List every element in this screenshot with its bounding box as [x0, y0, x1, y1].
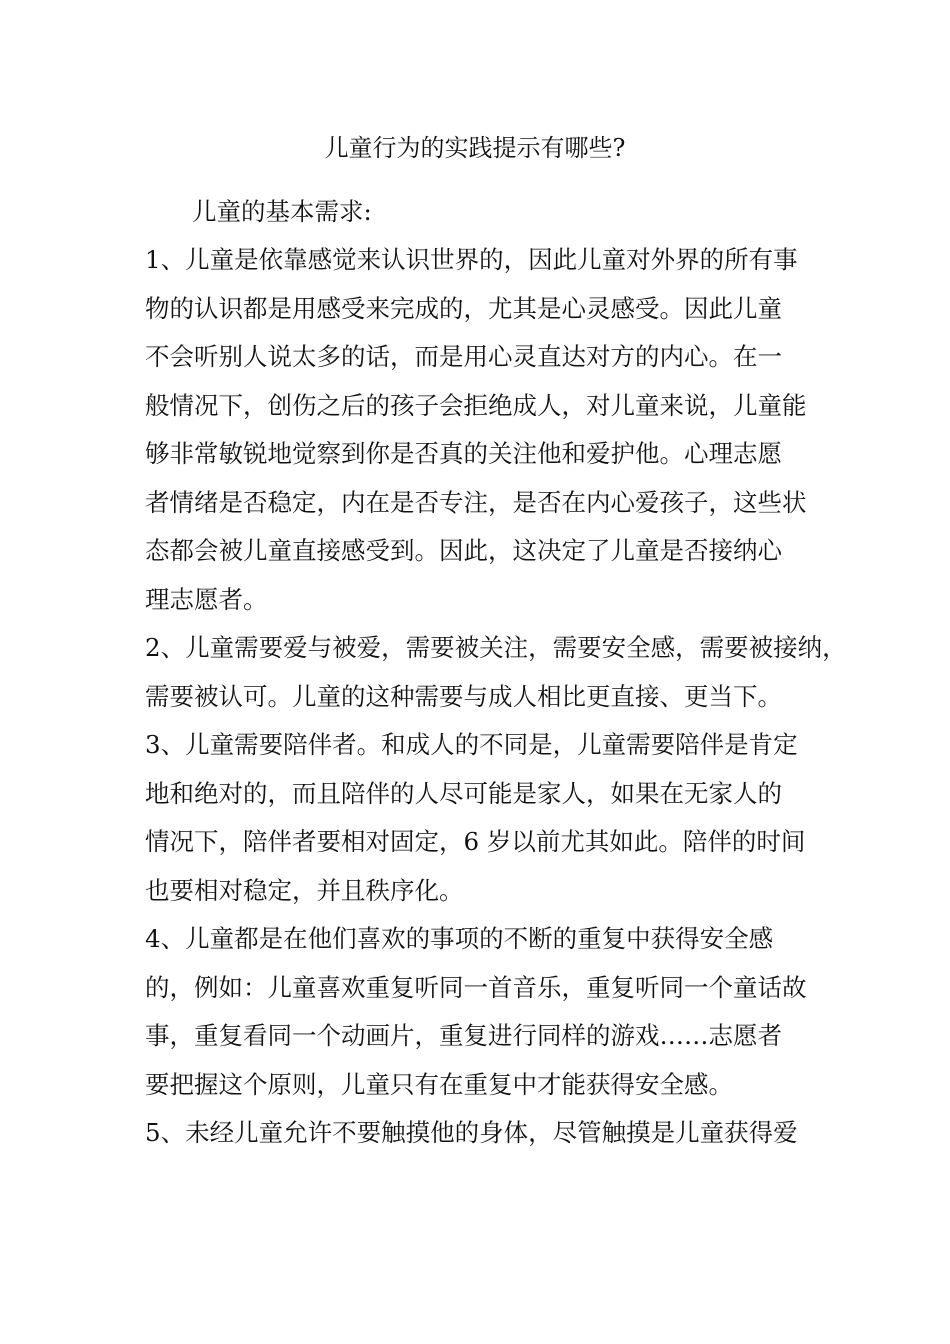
paragraph-line: 般情况下，创伤之后的孩子会拒绝成人，对儿童来说，儿童能: [145, 391, 807, 420]
paragraph-line: 1、儿童是依靠感觉来认识世界的，因此儿童对外界的所有事: [145, 245, 798, 274]
paragraph-line: 2、儿童需要爱与被爱，需要被关注，需要安全感，需要被接纳，: [145, 633, 847, 662]
section-heading: 儿童的基本需求:: [192, 197, 372, 226]
paragraph-line: 要把握这个原则，儿童只有在重复中才能获得安全感。: [145, 1070, 733, 1099]
paragraph-line: 4、儿童都是在他们喜欢的事项的不断的重复中获得安全感: [145, 924, 774, 953]
paragraph-line: 事，重复看同一个动画片，重复进行同样的游戏……志愿者: [145, 1021, 782, 1050]
paragraph-line: 也要相对稳定，并且秩序化。: [145, 876, 464, 905]
paragraph-line: 需要被认可。儿童的这种需要与成人相比更直接、更当下。: [145, 682, 782, 711]
paragraph-line: 物的认识都是用感受来完成的，尤其是心灵感受。因此儿童: [145, 294, 782, 323]
paragraph-line: 3、儿童需要陪伴者。和成人的不同是，儿童需要陪伴是肯定: [145, 730, 798, 759]
paragraph-line: 理志愿者。: [145, 585, 268, 614]
paragraph-line: 够非常敏锐地觉察到你是否真的关注他和爱护他。心理志愿: [145, 439, 782, 468]
paragraph-line: 的，例如：儿童喜欢重复听同一首音乐，重复听同一个童话故: [145, 973, 807, 1002]
paragraph-line: 情况下，陪伴者要相对固定，6 岁以前尤其如此。陪伴的时间: [145, 827, 806, 856]
paragraph-line: 地和绝对的，而且陪伴的人尽可能是家人，如果在无家人的: [145, 779, 782, 808]
paragraph-line: 5、未经儿童允许不要触摸他的身体，尽管触摸是儿童获得爱: [145, 1118, 798, 1147]
paragraph-line: 不会听别人说太多的话，而是用心灵直达对方的内心。在一: [145, 342, 782, 371]
paragraph-line: 者情绪是否稳定，内在是否专注，是否在内心爱孩子，这些状: [145, 488, 807, 517]
document-title: 儿童行为的实践提示有哪些?: [324, 134, 626, 162]
paragraph-line: 态都会被儿童直接感受到。因此，这决定了儿童是否接纳心: [145, 536, 782, 565]
